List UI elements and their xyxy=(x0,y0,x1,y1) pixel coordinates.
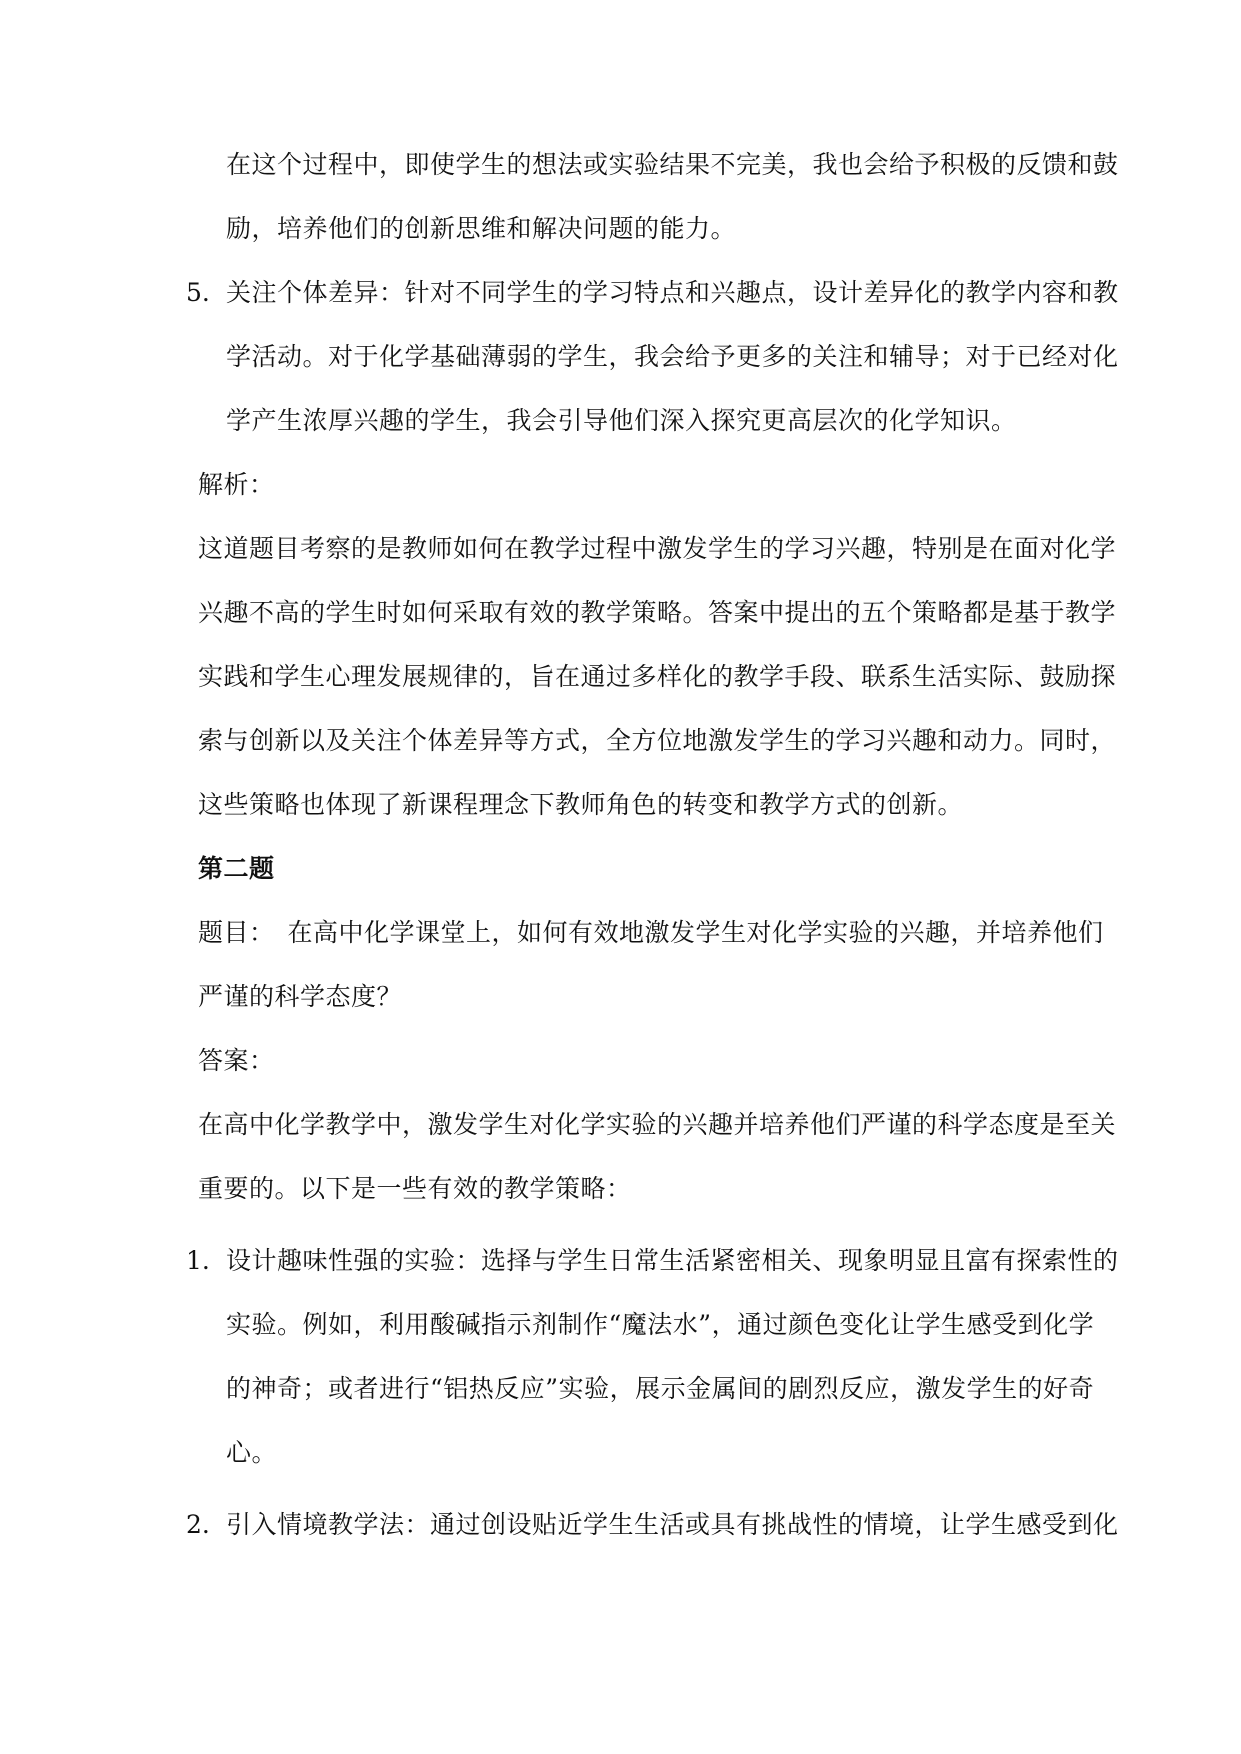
question-line: 题目： 在高中化学课堂上，如何有效地激发学生对化学实验的兴趣，并培养他们 xyxy=(198,918,1104,947)
list-item-line: 设计趣味性强的实验：选择与学生日常生活紧密相关、现象明显且富有探索性的 xyxy=(226,1246,1119,1275)
list-item-line: 实验。例如，利用酸碱指示剂制作“魔法水”，通过颜色变化让学生感受到化学 xyxy=(226,1310,1095,1339)
paragraph-line: 励，培养他们的创新思维和解决问题的能力。 xyxy=(226,214,737,243)
analysis-line: 索与创新以及关注个体差异等方式，全方位地激发学生的学习兴趣和动力。同时， xyxy=(198,726,1117,755)
analysis-line: 这些策略也体现了新课程理念下教师角色的转变和教学方式的创新。 xyxy=(198,790,964,819)
list-item-line: 的神奇；或者进行“铝热反应”实验，展示金属间的剧烈反应，激发学生的好奇 xyxy=(226,1374,1095,1403)
list-number: 1. xyxy=(186,1246,210,1275)
analysis-heading: 解析： xyxy=(198,470,275,499)
analysis-line: 实践和学生心理发展规律的，旨在通过多样化的教学手段、联系生活实际、鼓励探 xyxy=(198,662,1117,691)
section-title: 第二题 xyxy=(198,854,275,883)
list-item-line: 学产生浓厚兴趣的学生，我会引导他们深入探究更高层次的化学知识。 xyxy=(226,406,1017,435)
list-number: 2. xyxy=(186,1510,210,1539)
list-item-line: 心。 xyxy=(226,1438,278,1467)
question-line: 严谨的科学态度？ xyxy=(198,982,403,1011)
analysis-line: 兴趣不高的学生时如何采取有效的教学策略。答案中提出的五个策略都是基于教学 xyxy=(198,598,1117,627)
paragraph-line: 在这个过程中，即使学生的想法或实验结果不完美，我也会给予积极的反馈和鼓 xyxy=(226,150,1119,179)
list-item-line: 学活动。对于化学基础薄弱的学生，我会给予更多的关注和辅导；对于已经对化 xyxy=(226,342,1119,371)
analysis-line: 这道题目考察的是教师如何在教学过程中激发学生的学习兴趣，特别是在面对化学 xyxy=(198,534,1117,563)
list-number: 5. xyxy=(186,278,210,307)
answer-line: 重要的。以下是一些有效的教学策略： xyxy=(198,1174,632,1203)
list-item-line: 关注个体差异：针对不同学生的学习特点和兴趣点，设计差异化的教学内容和教 xyxy=(226,278,1119,307)
list-item-line: 引入情境教学法：通过创设贴近学生生活或具有挑战性的情境，让学生感受到化 xyxy=(226,1510,1119,1539)
answer-line: 在高中化学教学中，激发学生对化学实验的兴趣并培养他们严谨的科学态度是至关 xyxy=(198,1110,1117,1139)
answer-heading: 答案： xyxy=(198,1046,275,1075)
